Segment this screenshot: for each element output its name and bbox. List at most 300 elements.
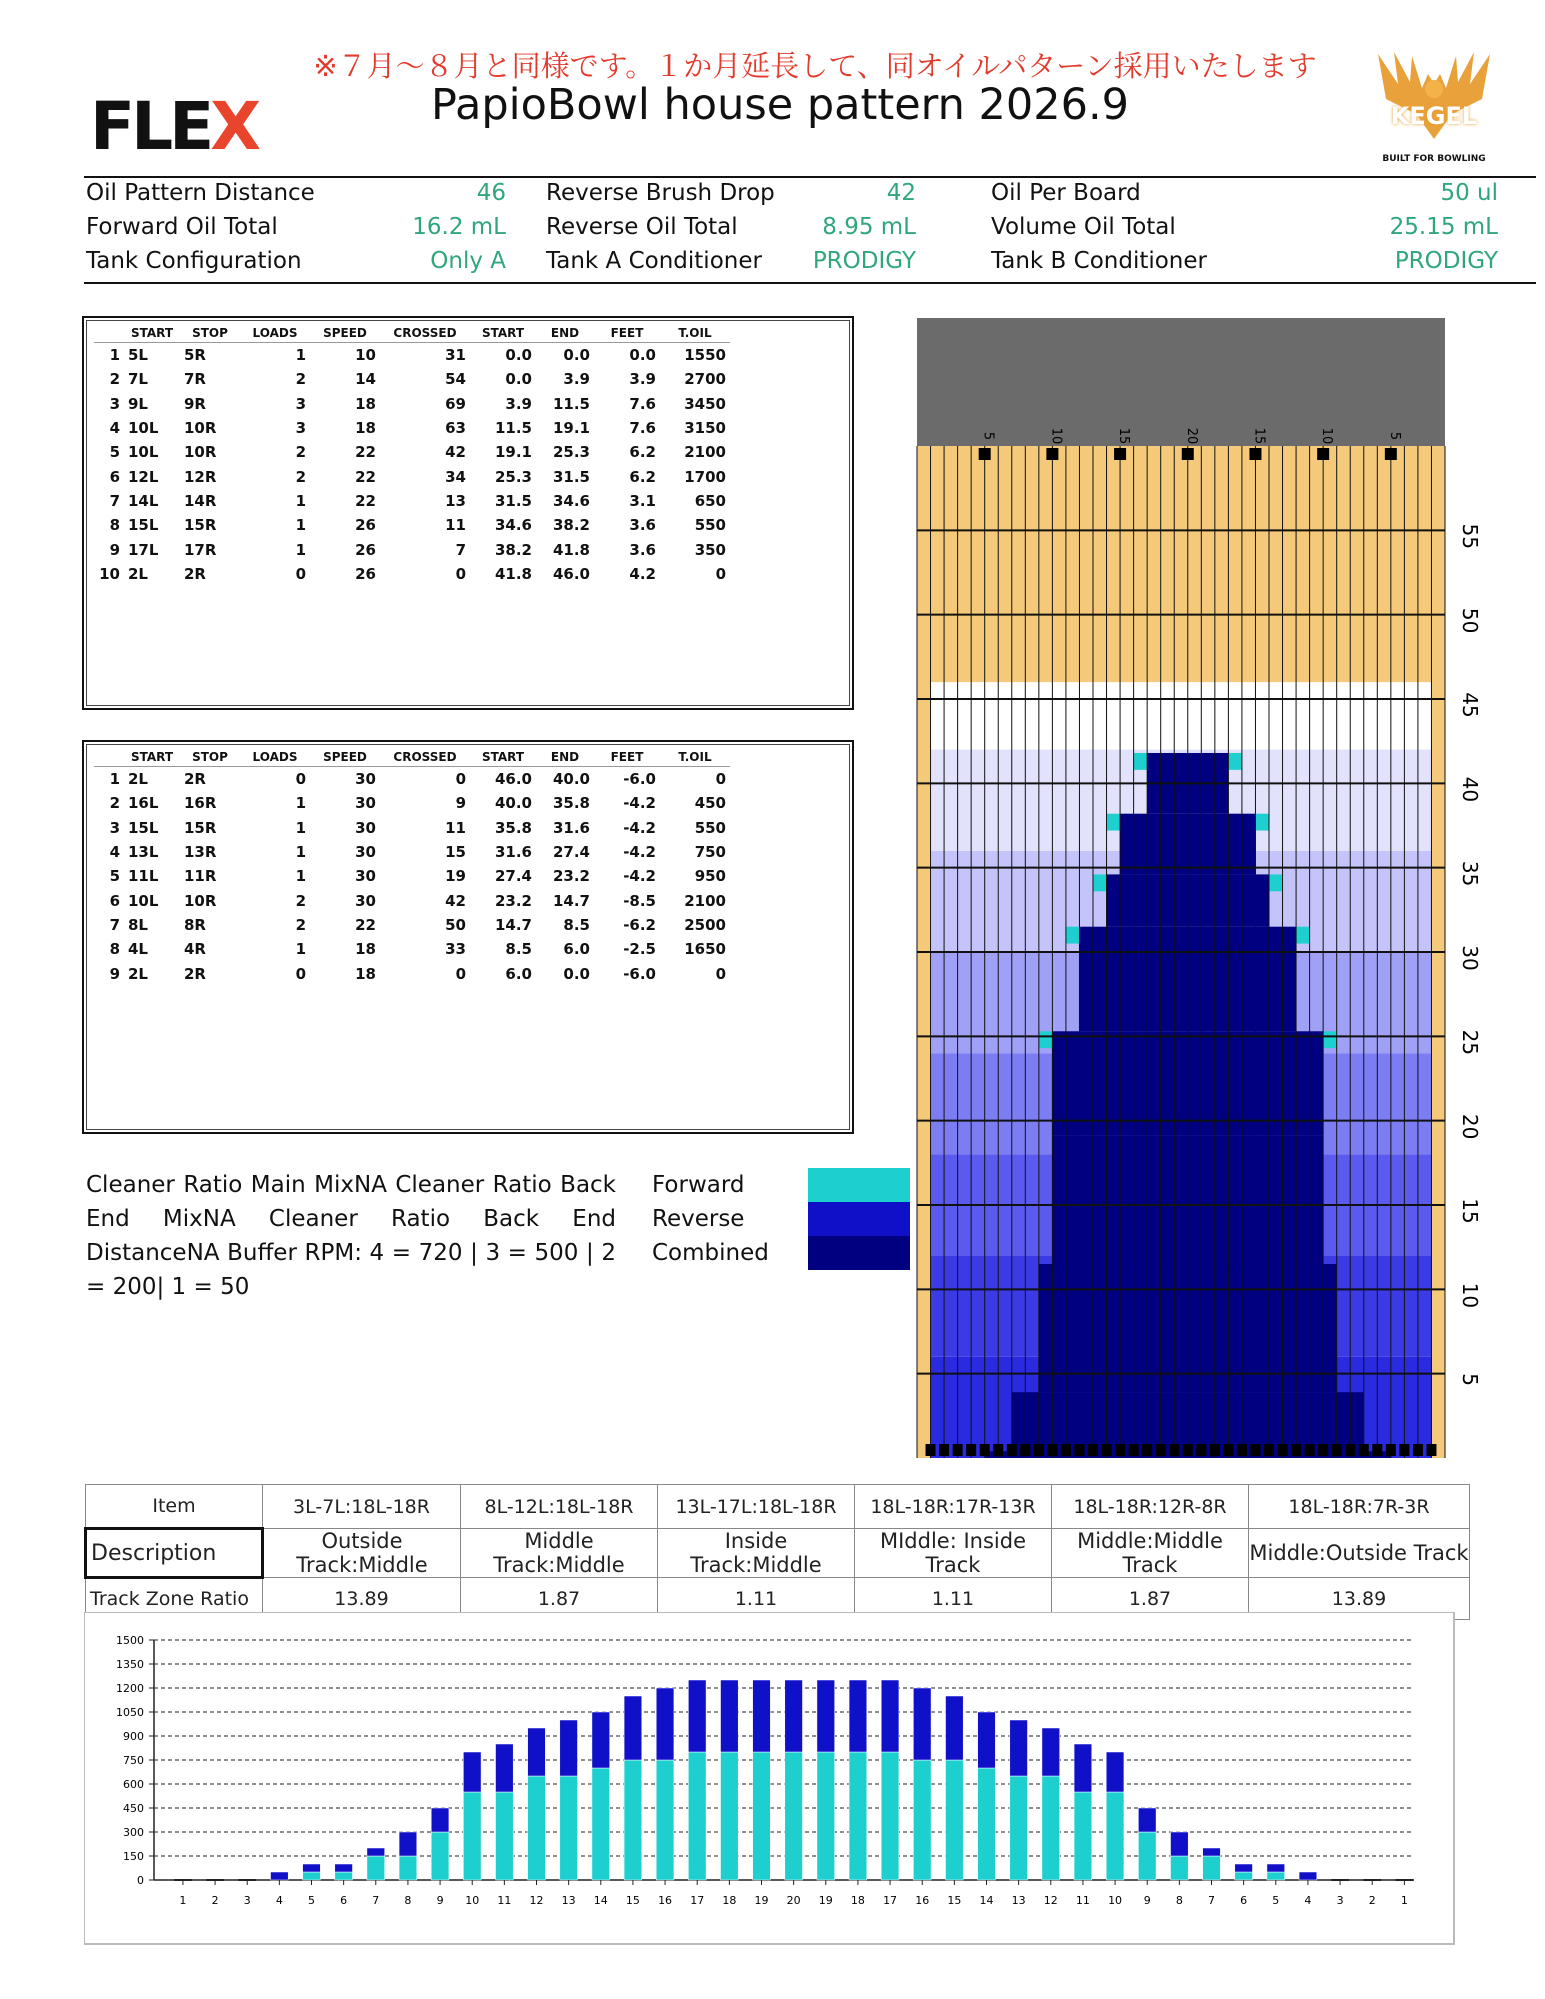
oil-cell bbox=[1093, 927, 1107, 1032]
foul-line-marker bbox=[1278, 1444, 1288, 1456]
oil-cell bbox=[1107, 927, 1121, 1032]
summary-label: Reverse Oil Total bbox=[546, 214, 738, 240]
table-cell: 22 bbox=[355, 467, 376, 486]
table-cell: 2R bbox=[184, 964, 206, 983]
table-cell: 2 bbox=[109, 794, 120, 813]
x-tick-label: 14 bbox=[593, 1894, 608, 1907]
bar-segment bbox=[399, 1832, 417, 1856]
table-cell: 15L bbox=[128, 818, 159, 837]
table-cell: 8 bbox=[109, 516, 120, 535]
x-tick-label: 1 bbox=[1400, 1894, 1408, 1907]
table-cell: 11R bbox=[184, 867, 217, 886]
table-cell: 2 bbox=[295, 915, 306, 934]
bar-segment bbox=[1203, 1856, 1221, 1880]
zone-table-row bbox=[86, 1485, 1470, 1529]
table-cell: 6.0 bbox=[563, 940, 590, 959]
table-cell: 9 bbox=[109, 964, 120, 983]
oil-cell bbox=[1188, 927, 1202, 1032]
x-tick-label: 14 bbox=[979, 1894, 994, 1907]
zone-cell: Description bbox=[86, 1529, 263, 1578]
zone-cell: 1.11 bbox=[855, 1578, 1052, 1620]
table-cell: 0 bbox=[715, 564, 726, 583]
oil-cell bbox=[1093, 1136, 1107, 1264]
table-cell: 69 bbox=[445, 394, 466, 413]
target-arrow bbox=[1385, 448, 1397, 460]
oil-cell bbox=[1283, 1136, 1297, 1264]
x-tick-label: 17 bbox=[883, 1894, 898, 1907]
table-cell: 30 bbox=[355, 818, 376, 837]
table-cell: 10L bbox=[128, 891, 159, 910]
table-cell: 11 bbox=[445, 516, 466, 535]
table-cell: 2L bbox=[128, 564, 148, 583]
table-cell: 0.0 bbox=[563, 964, 590, 983]
target-arrow bbox=[1249, 448, 1261, 460]
table-cell: 350 bbox=[694, 540, 726, 559]
bar-segment bbox=[431, 1832, 449, 1880]
oil-cell bbox=[1161, 927, 1175, 1032]
zone-header-cell: Item bbox=[86, 1485, 263, 1529]
x-tick-label: 19 bbox=[818, 1894, 833, 1907]
table-cell: 0 bbox=[295, 964, 306, 983]
x-tick-label: 8 bbox=[1175, 1894, 1183, 1907]
pin-deck-area bbox=[917, 318, 1445, 446]
bar-segment bbox=[463, 1752, 481, 1792]
table-cell: 25.3 bbox=[552, 443, 590, 462]
bar-segment bbox=[721, 1752, 739, 1880]
table-cell: -6.2 bbox=[623, 915, 656, 934]
foul-line-marker bbox=[1318, 1444, 1328, 1456]
table-cell: 38.2 bbox=[552, 516, 590, 535]
table-cell: 4 bbox=[109, 843, 120, 862]
x-tick-label: 1 bbox=[179, 1894, 187, 1907]
foul-line-marker bbox=[1223, 1444, 1233, 1456]
table-cell: 19.1 bbox=[494, 443, 532, 462]
table-cell: 3 bbox=[295, 419, 306, 438]
table-cell: 11L bbox=[128, 867, 159, 886]
x-tick-label: 18 bbox=[722, 1894, 737, 1907]
table-cell: 30 bbox=[355, 867, 376, 886]
distance-label: 30 bbox=[1458, 945, 1482, 971]
table-cell: 8 bbox=[109, 940, 120, 959]
table-row bbox=[94, 392, 730, 416]
bar-segment bbox=[496, 1792, 514, 1880]
table-cell: 18 bbox=[355, 419, 376, 438]
zone-cell: 1.11 bbox=[658, 1578, 855, 1620]
table-cell: 40.0 bbox=[552, 770, 590, 789]
table-header-row bbox=[94, 324, 730, 343]
oil-cell bbox=[1107, 874, 1121, 926]
table-cell: 27.4 bbox=[552, 843, 590, 862]
bar-segment bbox=[335, 1872, 353, 1880]
bar-segment bbox=[978, 1712, 996, 1768]
table-cell: 2100 bbox=[684, 443, 726, 462]
zone-cell: Inside Track:Middle bbox=[658, 1529, 855, 1578]
x-tick-label: 6 bbox=[340, 1894, 348, 1907]
table-cell: 3 bbox=[295, 394, 306, 413]
foul-line-marker bbox=[1088, 1444, 1098, 1456]
pattern-summary bbox=[86, 180, 1536, 290]
foul-line-marker bbox=[1210, 1444, 1220, 1456]
table-cell: 1 bbox=[295, 867, 306, 886]
summary-value: 46 bbox=[476, 180, 506, 206]
kegel-logo bbox=[1376, 44, 1492, 168]
table-cell: 4 bbox=[109, 419, 120, 438]
table-cell: 42 bbox=[445, 891, 466, 910]
summary-label: Forward Oil Total bbox=[86, 214, 278, 240]
distance-label: 15 bbox=[1458, 1198, 1482, 1224]
oil-cell bbox=[1107, 1136, 1121, 1264]
table-cell: 13 bbox=[445, 491, 466, 510]
distance-label: 50 bbox=[1458, 607, 1482, 634]
forward-oil-cell bbox=[1228, 753, 1242, 770]
table-cell: 9R bbox=[184, 394, 206, 413]
foul-line-marker bbox=[980, 1444, 990, 1456]
bar-segment bbox=[1042, 1728, 1060, 1776]
oil-cell bbox=[1134, 814, 1148, 875]
y-tick-label: 0 bbox=[137, 1874, 144, 1887]
distance-label: 35 bbox=[1458, 860, 1482, 887]
bar-segment bbox=[496, 1744, 514, 1792]
bar-segment bbox=[592, 1712, 610, 1768]
y-tick-label: 600 bbox=[123, 1778, 144, 1791]
oil-cell bbox=[1188, 814, 1202, 875]
bar-segment bbox=[1138, 1808, 1156, 1832]
oil-cell bbox=[1255, 874, 1269, 926]
bar-segment bbox=[1074, 1744, 1092, 1792]
column-header: END bbox=[536, 324, 594, 343]
oil-cell bbox=[1079, 927, 1093, 1032]
table-cell: 30 bbox=[355, 891, 376, 910]
table-cell: 22 bbox=[355, 443, 376, 462]
table-row bbox=[94, 816, 730, 840]
table-cell: 17L bbox=[128, 540, 159, 559]
table-cell: 7L bbox=[128, 370, 148, 389]
table-cell: 2700 bbox=[684, 370, 726, 389]
bar-segment bbox=[1235, 1872, 1253, 1880]
table-cell: 3.6 bbox=[629, 516, 656, 535]
table-cell: 23.2 bbox=[552, 867, 590, 886]
x-tick-label: 12 bbox=[529, 1894, 544, 1907]
table-header-row bbox=[94, 748, 730, 767]
table-cell: 2 bbox=[295, 467, 306, 486]
kegel-wordmark: KEGEL bbox=[1390, 102, 1478, 130]
oil-cell bbox=[1161, 1136, 1175, 1264]
bar-segment bbox=[431, 1808, 449, 1832]
oil-cell bbox=[1120, 814, 1134, 875]
bar-segment bbox=[656, 1760, 674, 1880]
oil-cell bbox=[1228, 814, 1242, 875]
table-cell: 19.1 bbox=[552, 419, 590, 438]
oil-cell bbox=[1174, 874, 1188, 926]
table-cell: 2L bbox=[128, 770, 148, 789]
summary-top-rule bbox=[84, 176, 1536, 178]
oil-cell bbox=[1079, 1136, 1093, 1264]
bar-segment bbox=[1203, 1848, 1221, 1856]
table-cell: 2R bbox=[184, 770, 206, 789]
column-header: T.OIL bbox=[660, 324, 730, 343]
oil-cell bbox=[1066, 1136, 1080, 1264]
table-cell: 1 bbox=[109, 770, 120, 789]
foul-line-marker bbox=[1142, 1444, 1152, 1456]
oil-cell bbox=[1174, 927, 1188, 1032]
column-header: LOADS bbox=[240, 748, 310, 767]
table-cell: 30 bbox=[355, 770, 376, 789]
table-cell: 0 bbox=[715, 770, 726, 789]
x-tick-label: 10 bbox=[465, 1894, 480, 1907]
bar-segment bbox=[688, 1680, 706, 1752]
x-tick-label: 4 bbox=[275, 1894, 283, 1907]
forward-oil-cell bbox=[1039, 1031, 1053, 1048]
distance-label: 20 bbox=[1458, 1113, 1482, 1140]
foul-line-marker bbox=[1359, 1444, 1369, 1456]
summary-value: 50 ul bbox=[1440, 180, 1498, 206]
table-cell: 22 bbox=[355, 491, 376, 510]
x-tick-label: 11 bbox=[1075, 1894, 1090, 1907]
table-cell: 34 bbox=[445, 467, 466, 486]
oil-cell bbox=[1242, 927, 1256, 1032]
summary-value: 16.2 mL bbox=[412, 214, 506, 240]
summary-value: 25.15 mL bbox=[1389, 214, 1498, 240]
column-header: END bbox=[536, 748, 594, 767]
table-cell: -6.0 bbox=[623, 770, 656, 789]
summary-value: 42 bbox=[886, 180, 916, 206]
bar-segment bbox=[592, 1768, 610, 1880]
foul-line-marker bbox=[1250, 1444, 1260, 1456]
zone-cell: Middle:Outside Track bbox=[1249, 1529, 1470, 1578]
bar-segment bbox=[849, 1680, 867, 1752]
table-cell: 42 bbox=[445, 443, 466, 462]
column-header: CROSSED bbox=[380, 324, 470, 343]
table-cell: 6.2 bbox=[629, 443, 656, 462]
table-cell: 550 bbox=[694, 818, 726, 837]
bar-segment bbox=[1010, 1720, 1028, 1776]
table-row bbox=[94, 888, 730, 912]
table-cell: 3.9 bbox=[563, 370, 590, 389]
distance-label: 45 bbox=[1458, 692, 1482, 718]
oil-cell bbox=[1120, 927, 1134, 1032]
x-tick-label: 13 bbox=[561, 1894, 576, 1907]
bar-segment bbox=[913, 1688, 931, 1760]
table-cell: 1 bbox=[295, 346, 306, 365]
table-cell: 7R bbox=[184, 370, 206, 389]
summary-value: Only A bbox=[430, 248, 506, 274]
target-arrow bbox=[1114, 448, 1126, 460]
x-tick-label: 9 bbox=[436, 1894, 444, 1907]
foul-line-marker bbox=[1332, 1444, 1342, 1456]
table-cell: 8.5 bbox=[563, 915, 590, 934]
column-header: STOP bbox=[180, 324, 240, 343]
bar-segment bbox=[817, 1752, 835, 1880]
table-cell: 12L bbox=[128, 467, 159, 486]
target-arrow bbox=[979, 448, 991, 460]
table-cell: 2 bbox=[109, 370, 120, 389]
table-cell: 15R bbox=[184, 818, 217, 837]
table-cell: 5 bbox=[109, 443, 120, 462]
table-row bbox=[94, 864, 730, 888]
table-cell: 7 bbox=[109, 915, 120, 934]
column-header: FEET bbox=[594, 748, 660, 767]
table-cell: 8R bbox=[184, 915, 206, 934]
table-cell: 5R bbox=[184, 346, 206, 365]
oil-cell bbox=[1134, 1136, 1148, 1264]
bar-segment bbox=[367, 1856, 385, 1880]
zone-header-cell: 3L-7L:18L-18R bbox=[263, 1485, 461, 1529]
table-cell: -4.2 bbox=[623, 794, 656, 813]
target-arrow bbox=[1182, 448, 1194, 460]
summary-value: PRODIGY bbox=[1394, 248, 1498, 274]
table-row bbox=[94, 937, 730, 961]
table-cell: 10L bbox=[128, 443, 159, 462]
y-tick-label: 1200 bbox=[116, 1682, 144, 1695]
x-tick-label: 17 bbox=[690, 1894, 705, 1907]
column-header: START bbox=[470, 748, 536, 767]
zone-header-cell: 18L-18R:7R-3R bbox=[1249, 1485, 1470, 1529]
table-cell: 40.0 bbox=[494, 794, 532, 813]
bar-segment bbox=[335, 1864, 353, 1872]
y-tick-label: 300 bbox=[123, 1826, 144, 1839]
bar-segment bbox=[881, 1680, 899, 1752]
foul-line-marker bbox=[1020, 1444, 1030, 1456]
y-tick-label: 750 bbox=[123, 1754, 144, 1767]
table-cell: -8.5 bbox=[623, 891, 656, 910]
table-cell: 13L bbox=[128, 843, 159, 862]
zone-cell: 13.89 bbox=[1249, 1578, 1470, 1620]
oil-per-board-chart bbox=[84, 1612, 1456, 1946]
foul-line-marker bbox=[993, 1444, 1003, 1456]
table-cell: 0.0 bbox=[563, 346, 590, 365]
summary-value: PRODIGY bbox=[812, 248, 916, 274]
board-number-label: 15 bbox=[1251, 427, 1267, 445]
summary-label: Oil Per Board bbox=[991, 180, 1141, 206]
table-cell: 26 bbox=[355, 564, 376, 583]
column-header: CROSSED bbox=[380, 748, 470, 767]
table-cell: 0 bbox=[455, 770, 466, 789]
bar-segment bbox=[1106, 1752, 1124, 1792]
table-cell: 19 bbox=[445, 867, 466, 886]
legend-reverse-label: Reverse bbox=[652, 1206, 745, 1232]
table-cell: 31.5 bbox=[552, 467, 590, 486]
x-tick-label: 19 bbox=[754, 1894, 769, 1907]
table-cell: 3 bbox=[109, 818, 120, 837]
flex-logo: FLEX bbox=[90, 88, 258, 165]
x-tick-label: 2 bbox=[1368, 1894, 1376, 1907]
table-cell: 41.8 bbox=[494, 564, 532, 583]
bar-segment bbox=[1042, 1776, 1060, 1880]
y-tick-label: 1500 bbox=[116, 1634, 144, 1647]
legend-labels bbox=[652, 1168, 769, 1270]
target-arrow bbox=[1317, 448, 1329, 460]
y-tick-label: 1350 bbox=[116, 1658, 144, 1671]
oil-cell bbox=[1201, 927, 1215, 1032]
table-cell: 38.2 bbox=[494, 540, 532, 559]
table-cell: 25.3 bbox=[494, 467, 532, 486]
bar-segment bbox=[271, 1872, 289, 1880]
table-cell: 0 bbox=[455, 964, 466, 983]
table-cell: 0.0 bbox=[505, 346, 532, 365]
table-cell: 6 bbox=[109, 891, 120, 910]
bar-segment bbox=[978, 1768, 996, 1880]
table-cell: 14.7 bbox=[494, 915, 532, 934]
table-cell: 15R bbox=[184, 516, 217, 535]
forward-table-grid bbox=[94, 324, 730, 586]
table-cell: 0 bbox=[295, 564, 306, 583]
table-cell: 26 bbox=[355, 540, 376, 559]
table-cell: 2 bbox=[295, 891, 306, 910]
reverse-pass-table bbox=[82, 740, 854, 1134]
table-cell: 750 bbox=[694, 843, 726, 862]
bar-segment bbox=[817, 1680, 835, 1752]
y-tick-label: 450 bbox=[123, 1802, 144, 1815]
foul-line-marker bbox=[1034, 1444, 1044, 1456]
summary-bottom-rule bbox=[84, 282, 1536, 284]
oil-cell bbox=[1215, 927, 1229, 1032]
oil-cell bbox=[1228, 874, 1242, 926]
bar-segment bbox=[785, 1680, 803, 1752]
table-cell: 9 bbox=[109, 540, 120, 559]
x-tick-label: 3 bbox=[1336, 1894, 1344, 1907]
bar-segment bbox=[303, 1864, 321, 1872]
bar-segment bbox=[753, 1680, 771, 1752]
board-number-label: 15 bbox=[1116, 427, 1132, 445]
foul-line-marker bbox=[1291, 1444, 1301, 1456]
table-cell: 1 bbox=[295, 818, 306, 837]
table-cell: 31 bbox=[445, 346, 466, 365]
table-cell: 1650 bbox=[684, 940, 726, 959]
table-cell: 2L bbox=[128, 964, 148, 983]
table-cell: 7 bbox=[109, 491, 120, 510]
zone-cell: 1.87 bbox=[461, 1578, 658, 1620]
zone-cell: Outside Track:Middle bbox=[263, 1529, 461, 1578]
foul-line-marker bbox=[1426, 1444, 1436, 1456]
x-tick-label: 13 bbox=[1011, 1894, 1026, 1907]
table-cell: 18 bbox=[355, 394, 376, 413]
table-cell: 1 bbox=[295, 540, 306, 559]
foul-line-marker bbox=[1183, 1444, 1193, 1456]
oil-cell bbox=[1296, 1136, 1310, 1264]
table-cell: 550 bbox=[694, 516, 726, 535]
table-cell: 950 bbox=[694, 867, 726, 886]
table-cell: 23.2 bbox=[494, 891, 532, 910]
table-cell: 50 bbox=[445, 915, 466, 934]
kegel-tagline: BUILT FOR BOWLING bbox=[1382, 154, 1486, 164]
bar-segment bbox=[785, 1752, 803, 1880]
table-cell: 4R bbox=[184, 940, 206, 959]
bar-segment bbox=[1267, 1872, 1285, 1880]
table-cell: 12R bbox=[184, 467, 217, 486]
oil-cell bbox=[1269, 1136, 1283, 1264]
foul-line-marker bbox=[1305, 1444, 1315, 1456]
table-cell: 8.5 bbox=[505, 940, 532, 959]
table-cell: 3.9 bbox=[505, 394, 532, 413]
table-cell: 2 bbox=[295, 370, 306, 389]
bar-segment bbox=[881, 1752, 899, 1880]
table-cell: 31.5 bbox=[494, 491, 532, 510]
table-cell: 34.6 bbox=[494, 516, 532, 535]
zone-cell: Track Zone Ratio bbox=[86, 1578, 263, 1620]
x-tick-label: 7 bbox=[372, 1894, 380, 1907]
table-cell: 18 bbox=[355, 964, 376, 983]
summary-value: 8.95 mL bbox=[822, 214, 916, 240]
legend-combined-label: Combined bbox=[652, 1240, 769, 1266]
zone-header-cell: 18L-18R:12R-8R bbox=[1052, 1485, 1249, 1529]
table-cell: -2.5 bbox=[623, 940, 656, 959]
column-header bbox=[94, 748, 124, 767]
x-tick-label: 16 bbox=[658, 1894, 673, 1907]
table-cell: 7 bbox=[455, 540, 466, 559]
foul-line-marker bbox=[1047, 1444, 1057, 1456]
phoenix-icon bbox=[1376, 44, 1492, 154]
table-row bbox=[94, 489, 730, 513]
